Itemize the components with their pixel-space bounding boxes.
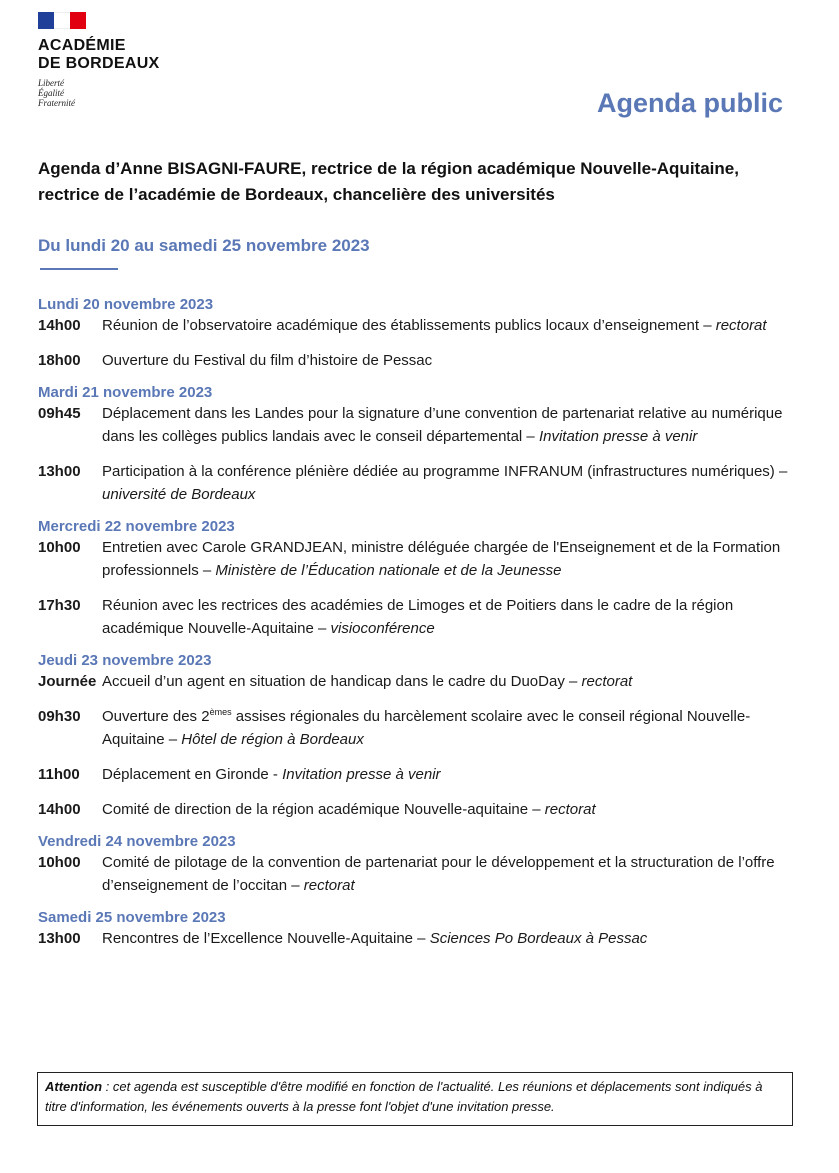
event-time: 09h30 xyxy=(38,708,81,725)
day-title: Lundi 20 novembre 2023 xyxy=(38,296,214,313)
event-description: Accueil d’un agent en situation de handicap dans le cadre du DuoDay – rectorat xyxy=(102,673,633,690)
attention-notice xyxy=(37,1072,793,1126)
agenda-event xyxy=(38,763,798,786)
agenda-event xyxy=(38,705,798,751)
day-title: Samedi 25 novembre 2023 xyxy=(38,909,226,926)
event-description: Ouverture du Festival du film d’histoire de Pessac xyxy=(102,352,433,369)
agenda-event xyxy=(38,798,798,821)
agenda-subject: Agenda d’Anne BISAGNI-FAURE, rectrice de la région académique Nouvelle-Aquitaine, rectrice de l’académie de Bordeaux, chancelière des universités xyxy=(38,159,739,204)
event-place: Ministère de l’Éducation nationale et de la Jeunesse xyxy=(215,562,562,579)
event-description: Comité de pilotage de la convention de partenariat pour le développement et la structuration de l’offre d’enseignement de l’occitan – rectorat xyxy=(102,854,775,894)
event-place: Sciences Po Bordeaux à Pessac xyxy=(429,930,648,947)
event-description: Déplacement en Gironde - Invitation presse à venir xyxy=(102,766,441,783)
agenda-event xyxy=(38,536,798,582)
event-place: rectorat xyxy=(715,317,767,334)
event-time: 13h00 xyxy=(38,930,81,947)
event-time: Journée xyxy=(38,673,97,690)
event-description: Comité de direction de la région académique Nouvelle-aquitaine – rectorat xyxy=(102,801,596,818)
academy-logo xyxy=(38,12,198,108)
event-place: rectorat xyxy=(544,801,596,818)
event-description: Ouverture des 2èmes assises régionales du harcèlement scolaire avec le conseil régional Nouvelle-Aquitaine – Hôtel de région à Bordeaux xyxy=(102,707,751,748)
event-place: rectorat xyxy=(581,673,633,690)
event-place: université de Bordeaux xyxy=(102,486,256,503)
event-time: 14h00 xyxy=(38,317,81,334)
event-time: 11h00 xyxy=(38,766,80,783)
event-description: Réunion avec les rectrices des académies de Limoges et de Poitiers dans le cadre de la région académique Nouvelle-Aquitaine – visioconférence xyxy=(102,597,734,637)
notice-label: Attention xyxy=(45,1079,103,1094)
agenda-event xyxy=(38,402,798,448)
event-description: Rencontres de l’Excellence Nouvelle-Aquitaine – Sciences Po Bordeaux à Pessac xyxy=(102,930,648,947)
event-description: Réunion de l’observatoire académique des établissements publics locaux d’enseignement – rectorat xyxy=(102,317,767,334)
notice-text: : cet agenda est susceptible d'être modifié en fonction de l'actualité. Les réunions et déplacements sont indiqués à titre d'information, les événements ouverts à la presse font l'objet d'une invitation presse. xyxy=(45,1079,763,1114)
event-time: 10h00 xyxy=(38,854,81,871)
academy-name: ACADÉMIE DE BORDEAUX xyxy=(38,37,160,72)
event-description: Entretien avec Carole GRANDJEAN, ministre déléguée chargée de l'Enseignement et de la Formation professionnels – Ministère de l’Éducation nationale et de la Jeunesse xyxy=(102,539,781,579)
event-time: 10h00 xyxy=(38,539,81,556)
event-place: Invitation presse à venir xyxy=(538,428,698,445)
marianne-flag-icon xyxy=(38,12,86,29)
day-title: Vendredi 24 novembre 2023 xyxy=(38,833,236,850)
agenda-event xyxy=(38,670,798,693)
day-title: Mercredi 22 novembre 2023 xyxy=(38,518,235,535)
day-title: Jeudi 23 novembre 2023 xyxy=(38,652,212,669)
event-description: Déplacement dans les Landes pour la signature d’une convention de partenariat relative au numérique dans les collèges publics landais avec le conseil départemental – Invitation presse à venir xyxy=(102,405,783,445)
agenda-event xyxy=(38,460,798,506)
event-place: rectorat xyxy=(303,877,355,894)
week-range: Du lundi 20 au samedi 25 novembre 2023 xyxy=(38,236,370,255)
event-time: 09h45 xyxy=(38,405,81,422)
republic-motto: Liberté Égalité Fraternité xyxy=(38,78,75,108)
agenda-event xyxy=(38,927,798,950)
event-place: Invitation presse à venir xyxy=(282,766,441,783)
agenda-event xyxy=(38,314,798,337)
agenda-event xyxy=(38,349,798,372)
event-place: visioconférence xyxy=(330,620,435,637)
week-underline xyxy=(40,268,118,270)
agenda-event xyxy=(38,851,798,897)
event-description: Participation à la conférence plénière dédiée au programme INFRANUM (infrastructures numériques) – université de Bordeaux xyxy=(102,463,788,503)
page-title: Agenda public xyxy=(596,88,783,118)
event-time: 13h00 xyxy=(38,463,81,480)
agenda-days xyxy=(38,296,798,962)
event-time: 18h00 xyxy=(38,352,81,369)
event-time: 17h30 xyxy=(38,597,81,614)
event-place: Hôtel de région à Bordeaux xyxy=(181,731,364,748)
day-title: Mardi 21 novembre 2023 xyxy=(38,384,213,401)
agenda-event xyxy=(38,594,798,640)
event-time: 14h00 xyxy=(38,801,81,818)
